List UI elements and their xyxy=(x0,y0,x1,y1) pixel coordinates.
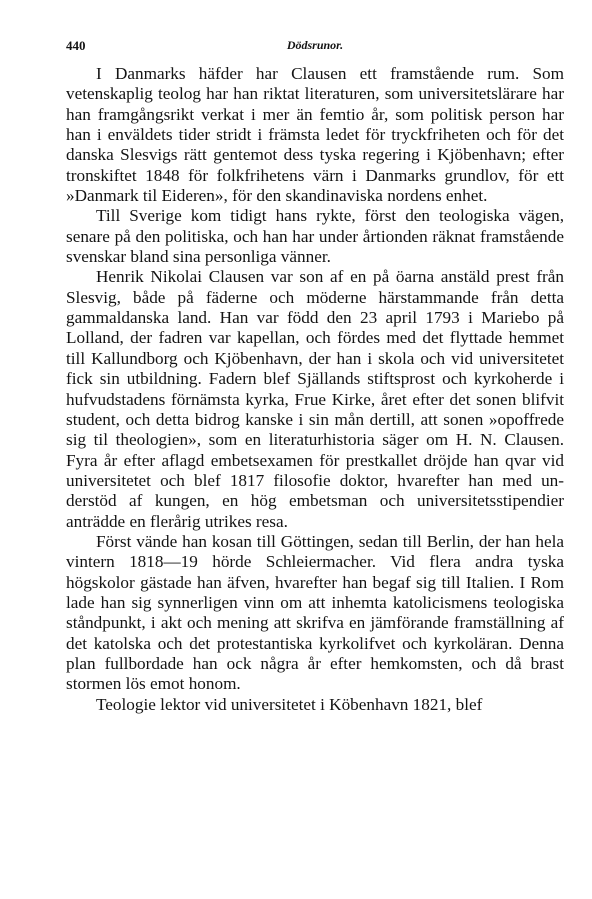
page-header xyxy=(66,38,564,58)
running-head: Dödsrunor. xyxy=(286,38,344,52)
paragraph: Till Sverige kom tidigt hans rykte, först den teologiska vägen, senare på den politiska, och han har under årtionden räknat framstående svenskar bland sina personliga vänner. xyxy=(66,206,564,267)
page-number: 440 xyxy=(66,38,86,53)
paragraph: Henrik Nikolai Clausen var son af en på öarna anstäld prest från Slesvig, både på fäderne och möderne härstammande från detta gammaldanska land. Han var född den 23 april 1793 i Mariebo på Lolland, der fadren var kapellan, och fördes med det flyttade hemmet till Kallundborg och Kjöbenhavn, der han i skola och vid universitetet fick sin utbildning. Fadern blef Själlands stiftsprost och kyrkoherde i hufvudstadens förnämsta kyrka, Frue Kirke, året efter det sonen blifvit student, och detta bidrog kanske i sin mån dertill, att sonen »opoffrede sig til theologien», som en literaturhistoria säger om H. N. Clausen. Fyra år efter aflagd embetsexamen för prestkallet dröjde han qvar vid universitetet och blef 1817 filosofie doktor, hvarefter han med understöd af kungen, en hög embetsman och universitetsstipendier anträdde en flerårig utrikes resa. xyxy=(66,267,564,531)
body-text xyxy=(66,64,564,715)
paragraph: I Danmarks häfder har Clausen ett framstående rum. Som vetenskaplig teolog har han riktat literaturen, som universitetslärare har han framgångsrikt verkat i mer än femtio år, som politisk person har han i enväldets tider stridt i främsta ledet för tryckfriheten och för det danska Slesvigs rätt gentemot dess tyska regering i Kjöbenhavn; efter tronskiftet 1848 för folkfrihetens värn i Danmarks grundlov, för ett »Danmark til Eideren», för den skandinaviska nordens enhet. xyxy=(66,64,564,206)
paragraph: Först vände han kosan till Göttingen, sedan till Berlin, der han hela vintern 1818—19 hörde Schleiermacher. Vid flera andra tyska högskolor gästade han äfven, hvarefter han begaf sig till Italien. I Rom lade han sig synnerligen vinn om att inhemta katolicismens teologiska ståndpunkt, i akt och mening att skrifva en jämförande framställning af det katolska och det protestantiska kyrkolifvet och kyrkoläran. Denna plan fullbordade han ock några år efter hemkomsten, och då brast stormen lös emot honom. xyxy=(66,531,564,694)
paragraph: Teologie lektor vid universitetet i Köbenhavn 1821, blef xyxy=(96,694,483,714)
